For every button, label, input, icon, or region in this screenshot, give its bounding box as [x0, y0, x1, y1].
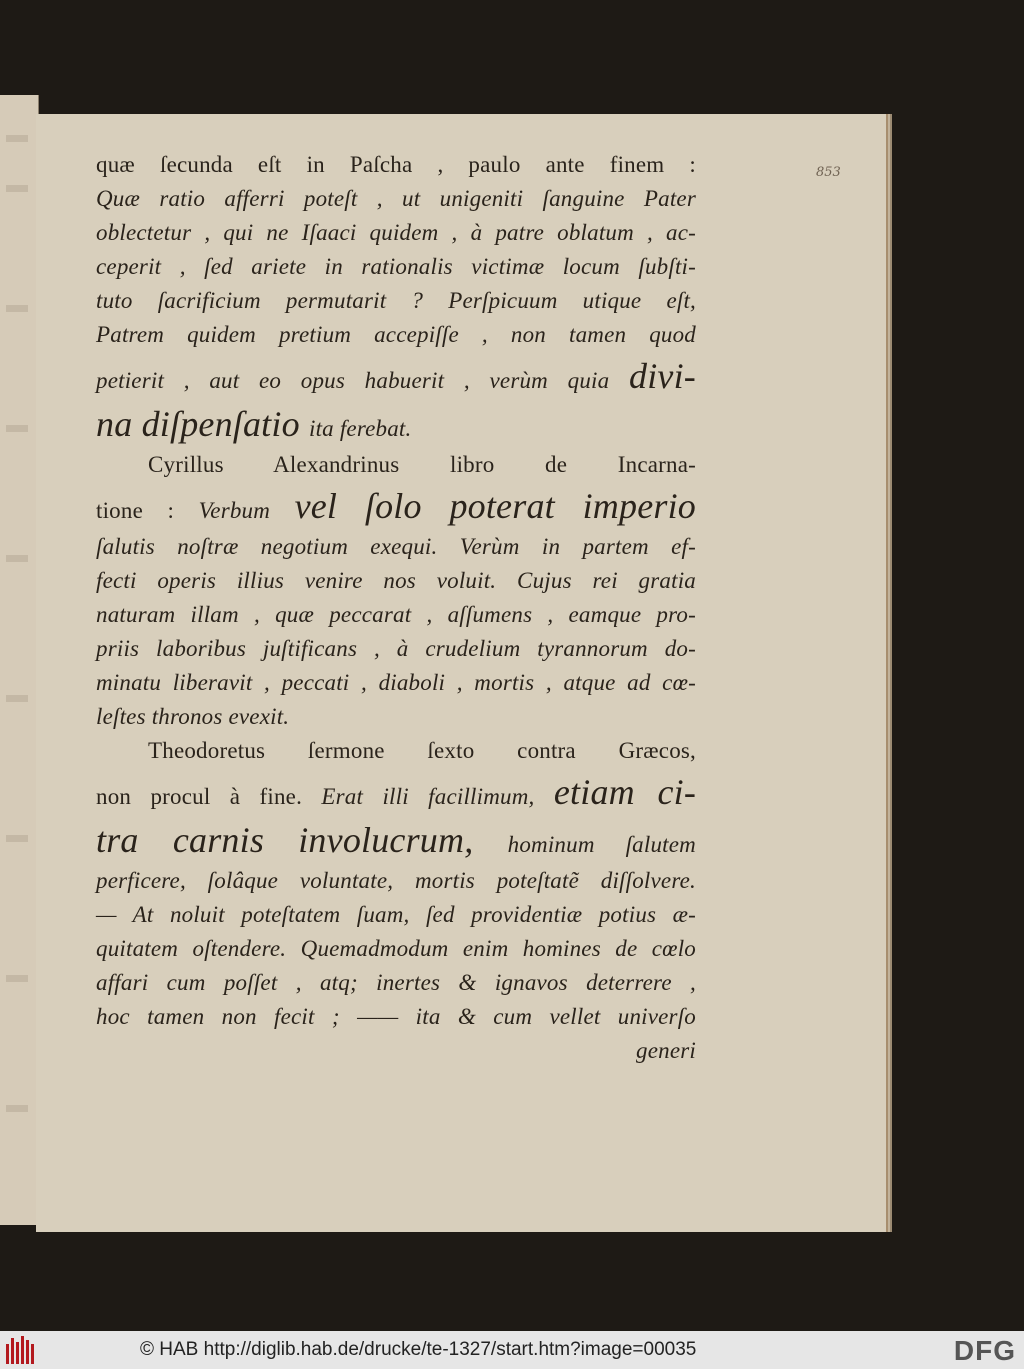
- hab-logo-icon: [6, 1336, 38, 1364]
- text-run: Quæ ratio afferri poteſt , ut unigeniti ſanguine Pater: [96, 186, 696, 211]
- text-line: [96, 734, 696, 768]
- text-run: Erat illi facillimum,: [321, 784, 554, 809]
- text-run: ita ferebat.: [309, 416, 412, 441]
- text-run: perficere, ſolâque voluntate, mortis poteſtatẽ diſſolvere.: [96, 868, 696, 893]
- copyright-link[interactable]: © HAB http://diglib.hab.de/drucke/te-1327/start.htm?image=00035: [140, 1339, 697, 1360]
- text-line: [96, 352, 696, 400]
- text-line: [96, 318, 696, 352]
- text-run: non procul à fine.: [96, 784, 322, 809]
- text-line: [96, 216, 696, 250]
- text-line: [96, 864, 696, 898]
- text-run: etiam ci-: [553, 772, 697, 812]
- text-run: ceperit , ſed ariete in rationalis victimæ locum ſubſti-: [96, 254, 696, 279]
- text-run: ſalutis noſtræ negotium exequi. Verùm in partem ef-: [96, 534, 696, 559]
- text-run: quæ ſecunda eſt in Paſcha , paulo ante finem :: [96, 152, 696, 177]
- text-run: Verbum: [198, 498, 295, 523]
- text-run: fecti operis illius venire nos voluit. Cujus rei gratia: [96, 568, 696, 593]
- text-run: leſtes thronos evexit.: [96, 704, 290, 729]
- text-line: [96, 768, 696, 816]
- text-run: tra carnis involucrum,: [96, 820, 508, 860]
- text-line: [96, 564, 696, 598]
- page-text: [96, 148, 696, 1068]
- text-line: [96, 400, 696, 448]
- text-run: naturam illam , quæ peccarat , aſſumens , eamque pro-: [96, 602, 696, 627]
- text-run: hominum ſalutem: [507, 832, 696, 857]
- text-line: [96, 700, 696, 734]
- text-line: [96, 250, 696, 284]
- text-line: [96, 932, 696, 966]
- text-run: Cyrillus Alexandrinus libro de Incarna-: [148, 452, 696, 477]
- footer-bar: [0, 1331, 1024, 1369]
- text-line: [96, 1000, 696, 1034]
- text-run: vel ſolo poterat imperio: [294, 486, 696, 526]
- text-run: Theodoretus ſermone ſexto contra Græcos,: [148, 738, 696, 763]
- text-run: divi-: [629, 356, 696, 396]
- text-line: [96, 530, 696, 564]
- text-run: tuto ſacrificium permutarit ? Perſpicuum utique eſt,: [96, 288, 696, 313]
- text-run: oblectetur , qui ne Iſaaci quidem , à patre oblatum , ac-: [96, 220, 696, 245]
- text-run: petierit , aut eo opus habuerit , verùm quia: [96, 368, 630, 393]
- adjacent-page-edge: [0, 95, 39, 1225]
- text-line: [96, 816, 696, 864]
- text-line: [96, 182, 696, 216]
- text-run: — At noluit poteſtatem ſuam, ſed providentiæ potius æ-: [96, 902, 696, 927]
- text-run: quitatem oſtendere. Quemadmodum enim homines de cœlo: [96, 936, 696, 961]
- text-run: affari cum poſſet , atq; inertes & ignavos deterrere ,: [96, 970, 696, 995]
- dfg-logo: DFG: [953, 1335, 1016, 1366]
- text-run: hoc tamen non fecit ; —— ita & cum vellet univerſo: [96, 1004, 696, 1029]
- text-run: minatu liberavit , peccati , diaboli , mortis , atque ad cœ-: [96, 670, 696, 695]
- text-line: [96, 284, 696, 318]
- text-line: [96, 148, 696, 182]
- page-number: 853: [816, 165, 841, 180]
- text-run: na diſpenſatio: [96, 404, 309, 444]
- text-line: [96, 898, 696, 932]
- text-line: [96, 598, 696, 632]
- text-run: generi: [636, 1038, 696, 1063]
- text-run: priis laboribus juſtificans , à crudelium tyrannorum do-: [96, 636, 696, 661]
- text-line: [96, 666, 696, 700]
- text-line: [96, 966, 696, 1000]
- text-line: [96, 448, 696, 482]
- text-line: [96, 632, 696, 666]
- text-line: [96, 482, 696, 530]
- text-run: tione :: [96, 498, 199, 523]
- text-run: Patrem quidem pretium accepiſſe , non tamen quod: [96, 322, 696, 347]
- text-line: [96, 1034, 696, 1068]
